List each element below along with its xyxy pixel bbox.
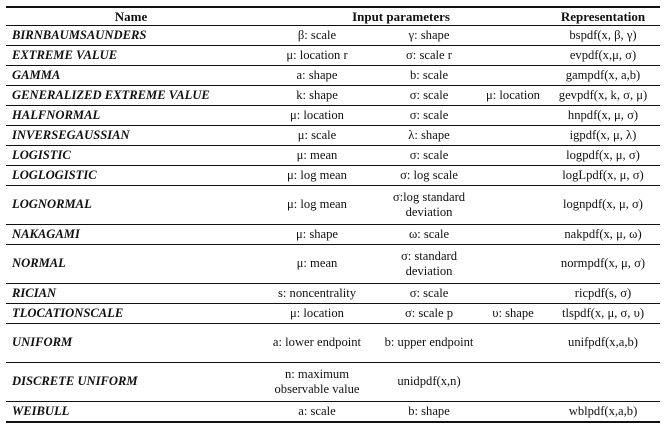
parameter-1: μ: location xyxy=(256,304,378,324)
representation: lognpdf(x, μ, σ) xyxy=(546,186,660,225)
distribution-name: WEIBULL xyxy=(6,402,256,423)
parameter-2: σ: standard deviation xyxy=(378,245,480,284)
parameter-1: μ: mean xyxy=(256,146,378,166)
parameter-3: υ: shape xyxy=(480,304,546,324)
parameter-2: σ: scale xyxy=(378,146,480,166)
parameter-2: σ: scale xyxy=(378,106,480,126)
distribution-name: INVERSEGAUSSIAN xyxy=(6,126,256,146)
table-row xyxy=(6,166,660,186)
table-row xyxy=(6,46,660,66)
parameter-1: a: lower endpoint xyxy=(256,324,378,363)
table-row xyxy=(6,324,660,363)
table-row xyxy=(6,86,660,106)
parameter-3 xyxy=(480,402,546,423)
parameter-1: μ: location r xyxy=(256,46,378,66)
parameter-1: a: scale xyxy=(256,402,378,423)
parameter-1: μ: scale xyxy=(256,126,378,146)
representation: evpdf(x,μ, σ) xyxy=(546,46,660,66)
table-row xyxy=(6,304,660,324)
table-row xyxy=(6,402,660,423)
representation: unifpdf(x,a,b) xyxy=(546,324,660,363)
parameter-2: σ: scale p xyxy=(378,304,480,324)
representation: hnpdf(x, μ, σ) xyxy=(546,106,660,126)
representation: logLpdf(x, μ, σ) xyxy=(546,166,660,186)
parameter-3 xyxy=(480,284,546,304)
parameter-2: σ: scale xyxy=(378,86,480,106)
representation: gevpdf(x, k, σ, μ) xyxy=(546,86,660,106)
parameter-3 xyxy=(480,245,546,284)
parameter-2: λ: shape xyxy=(378,126,480,146)
parameter-3: μ: location xyxy=(480,86,546,106)
representation: igpdf(x, μ, λ) xyxy=(546,126,660,146)
parameter-2: σ: log scale xyxy=(378,166,480,186)
table-row xyxy=(6,363,660,402)
distribution-name: HALFNORMAL xyxy=(6,106,256,126)
table-row xyxy=(6,186,660,225)
representation: bspdf(x, β, γ) xyxy=(546,26,660,46)
table-body xyxy=(6,26,660,423)
parameter-3 xyxy=(480,363,546,402)
parameter-3 xyxy=(480,186,546,225)
representation: tlspdf(x, μ, σ, υ) xyxy=(546,304,660,324)
parameter-3 xyxy=(480,225,546,245)
parameter-1: μ: mean xyxy=(256,245,378,284)
distribution-name: GENERALIZED EXTREME VALUE xyxy=(6,86,256,106)
representation: normpdf(x, μ, σ) xyxy=(546,245,660,284)
parameter-1: s: noncentrality xyxy=(256,284,378,304)
distribution-name: RICIAN xyxy=(6,284,256,304)
distribution-name: LOGLOGISTIC xyxy=(6,166,256,186)
parameter-2: b: shape xyxy=(378,402,480,423)
distribution-name: GAMMA xyxy=(6,66,256,86)
parameter-1: μ: log mean xyxy=(256,166,378,186)
representation: nakpdf(x, μ, ω) xyxy=(546,225,660,245)
parameter-3 xyxy=(480,26,546,46)
table-row xyxy=(6,225,660,245)
distribution-name: EXTREME VALUE xyxy=(6,46,256,66)
parameter-1: β: scale xyxy=(256,26,378,46)
distribution-name: NAKAGAMI xyxy=(6,225,256,245)
parameter-2: σ: scale r xyxy=(378,46,480,66)
parameter-2: σ:log standard deviation xyxy=(378,186,480,225)
table-row xyxy=(6,106,660,126)
parameter-2: σ: scale xyxy=(378,284,480,304)
table-row xyxy=(6,284,660,304)
distribution-name: LOGNORMAL xyxy=(6,186,256,225)
parameter-3 xyxy=(480,126,546,146)
header-name: Name xyxy=(6,7,256,26)
table-row xyxy=(6,146,660,166)
parameter-2: b: upper endpoint xyxy=(378,324,480,363)
parameter-3 xyxy=(480,46,546,66)
parameter-1: μ: location xyxy=(256,106,378,126)
header-input-parameters: Input parameters xyxy=(256,7,546,26)
distribution-table xyxy=(6,6,660,423)
parameter-1: a: shape xyxy=(256,66,378,86)
parameter-2: γ: shape xyxy=(378,26,480,46)
representation: ricpdf(s, σ) xyxy=(546,284,660,304)
parameter-3 xyxy=(480,66,546,86)
distribution-name: UNIFORM xyxy=(6,324,256,363)
parameter-1: μ: shape xyxy=(256,225,378,245)
parameter-2: ω: scale xyxy=(378,225,480,245)
distribution-name: DISCRETE UNIFORM xyxy=(6,363,256,402)
table-row xyxy=(6,126,660,146)
table-row xyxy=(6,245,660,284)
distribution-name: LOGISTIC xyxy=(6,146,256,166)
parameter-1: μ: log mean xyxy=(256,186,378,225)
representation: gampdf(x, a,b) xyxy=(546,66,660,86)
distribution-name: NORMAL xyxy=(6,245,256,284)
table-row xyxy=(6,66,660,86)
parameter-3 xyxy=(480,106,546,126)
parameter-3 xyxy=(480,324,546,363)
distribution-name: BIRNBAUMSAUNDERS xyxy=(6,26,256,46)
table-header-row xyxy=(6,7,660,26)
header-representation: Representation xyxy=(546,7,660,26)
table-row xyxy=(6,26,660,46)
parameter-2: b: scale xyxy=(378,66,480,86)
parameter-1: k: shape xyxy=(256,86,378,106)
representation: wblpdf(x,a,b) xyxy=(546,402,660,423)
parameter-1: n: maximum observable value xyxy=(256,363,378,402)
parameter-3 xyxy=(480,146,546,166)
parameter-2: unidpdf(x,n) xyxy=(378,363,480,402)
representation xyxy=(546,363,660,402)
distribution-name: TLOCATIONSCALE xyxy=(6,304,256,324)
representation: logpdf(x, μ, σ) xyxy=(546,146,660,166)
parameter-3 xyxy=(480,166,546,186)
